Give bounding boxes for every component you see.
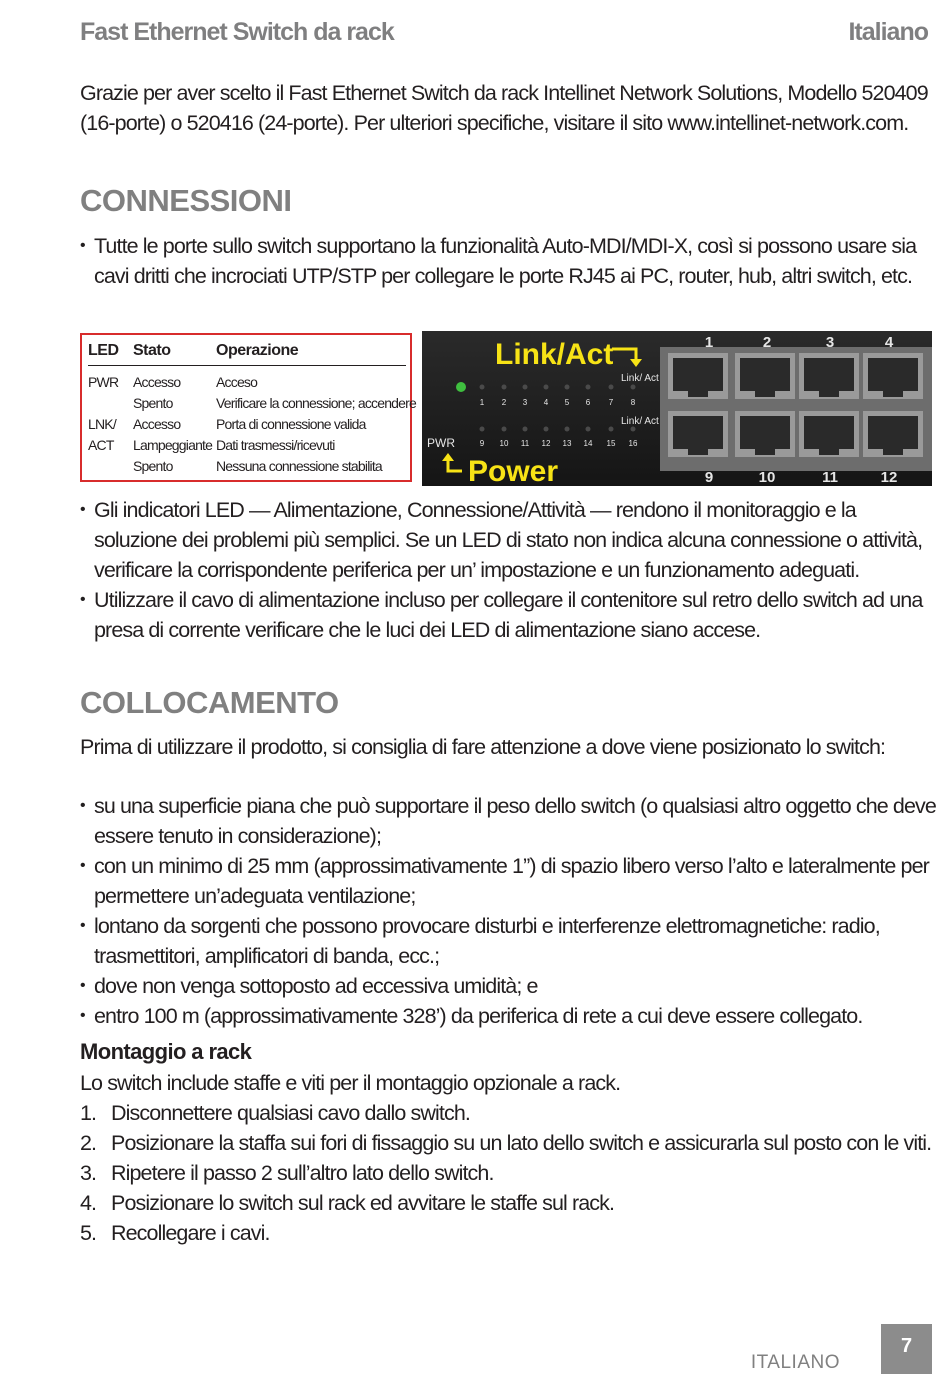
list-item [80,1128,940,1158]
step-number: 4. [80,1191,97,1215]
step-number: 2. [80,1131,97,1155]
led-number-label: 5 [564,398,570,407]
led-number-label: 14 [583,439,593,448]
rj45-port-opening [673,358,723,391]
rj45-port-tab [755,449,775,455]
footer-language: ITALIANO [750,1352,840,1373]
led-status-table [80,333,417,482]
status-led [544,427,549,432]
rj45-port-opening [868,358,918,391]
header-language: Italiano [848,18,928,46]
status-led [480,385,485,390]
port-number-label: 4 [884,334,894,351]
led-number-label: 12 [541,439,551,448]
montaggio-intro: Lo switch include staffe e viti per il montaggio opzionale a rack. [80,1071,621,1095]
table-cell-stato: Accesso [133,416,181,432]
header-divider [88,365,406,366]
collocamento-intro: Prima di utilizzare il prodotto, si consiglia di fare attenzione a dove viene posizionato lo switch: [80,735,886,759]
list-item: • Utilizzare il cavo di alimentazione incluso per collegare il contenitore sul retro dello switch ad una presa di corrente verificare che le luci dei LED di alimentazione siano accese. [80,585,940,645]
port-link-act-label: Link/ Act [621,373,659,384]
status-led [565,427,570,432]
switch-front-panel-photo [422,331,932,486]
step-number: 1. [80,1101,97,1125]
led-number-label: 7 [608,398,614,407]
list-item [80,1188,940,1218]
led-number-label: 15 [606,439,616,448]
list-item: • su una superficie piana che può supportare il peso dello switch (o qualsiasi altro oggetto che deve essere tenuto in considerazione); [80,791,940,851]
rj45-port-opening [804,416,854,449]
intro-paragraph: Grazie per aver scelto il Fast Ethernet Switch da rack Intellinet Network Solutions, Modello 520409 (16-porte) o 520416 (24-porte). Per ulteriori specifiche, visitare il sito www.intellinet-network.com. [80,81,928,135]
table-cell-operazione: Nessuna connessione stabilita [216,458,382,474]
list-item: • con un minimo di 25 mm (approssimativamente 1”) di spazio libero verso l’alto e lateralmente per permettere un’adeguata ventilazione; [80,851,940,911]
table-cell-led: LNK/ [88,416,116,432]
status-led [502,385,507,390]
table-cell-led: ACT [88,437,114,453]
montaggio-steps [80,1098,940,1248]
led-number-label: 9 [479,439,485,448]
led-number-label: 13 [562,439,572,448]
port-number-label: 12 [880,469,898,486]
connessioni-list-1 [80,231,940,291]
connessioni-heading: CONNESSIONI [80,183,292,218]
table-cell-operazione: Porta di connessione valida [216,416,366,432]
status-led [523,385,528,390]
led-number-label: 4 [543,398,549,407]
status-led [523,427,528,432]
column-header-stato: Stato [133,342,171,359]
port-number-label: 11 [822,469,838,486]
rj45-port-tab [688,449,708,455]
table-cell-stato: Spento [133,395,173,411]
step-text: Recollegare i cavi. [111,1221,270,1245]
table-cell-stato: Accesso [133,374,181,390]
led-number-label: 1 [479,398,485,407]
rj45-port-tab [688,391,708,397]
list-item: • Gli indicatori LED — Alimentazione, Connessione/Attività — rendono il monitoraggio e la soluzione dei problemi più semplici. Se un LED di stato non indica alcuna connessione o attività, verificare la corrispondente periferica per un’ impostazione e un funzionamento adeguati. [80,495,940,585]
rj45-port-opening [673,416,723,449]
list-item: • entro 100 m (approssimativamente 328’) da periferica di rete a cui deve essere collegato. [80,1001,940,1031]
power-label: Power [468,455,559,486]
port-number-label: 9 [704,469,714,486]
step-text: Posizionare la staffa sui fori di fissaggio su un lato dello switch e assicurarla sul posto con le viti. [111,1131,932,1155]
column-header-led: LED [88,342,119,359]
table-cell-stato: Spento [133,458,173,474]
table-cell-operazione: Verificare la connessione; accendere [216,395,417,411]
status-led [586,385,591,390]
pwr-label: PWR [427,436,455,450]
header-title: Fast Ethernet Switch da rack [80,18,394,46]
page-number: 7 [881,1324,932,1374]
status-led [565,385,570,390]
collocamento-list [80,791,940,1031]
port-link-act-label: Link/ Act [621,416,659,427]
status-led [586,427,591,432]
led-number-label: 8 [630,398,636,407]
table-cell-operazione: Acceso [216,374,258,390]
link-act-label: Link/Act [495,338,614,371]
table-cell-led: PWR [88,374,119,390]
rj45-port-opening [868,416,918,449]
port-number-label: 3 [825,334,835,351]
connessioni-list-2 [80,495,940,645]
rj45-port-tab [883,449,903,455]
rj45-port-opening [740,358,790,391]
step-text: Ripetere il passo 2 sull’altro lato dello switch. [111,1161,494,1185]
list-item [80,1218,940,1248]
status-led [631,427,636,432]
led-number-label: 16 [628,439,638,448]
pwr-led [456,382,466,392]
list-item: • lontano da sorgenti che possono provocare disturbi e interferenze elettromagnetiche: radio, trasmettitori, amplificatori di banda, ecc.; [80,911,940,971]
column-header-operazione: Operazione [216,342,299,359]
port-number-label: 2 [762,334,772,351]
rj45-port-tab [883,391,903,397]
rj45-port-tab [819,449,839,455]
step-text: Posizionare lo switch sul rack ed avvitare le staffe sul rack. [111,1191,615,1215]
list-item: • Tutte le porte sullo switch supportano la funzionalità Auto-MDI/MDI-X, così si possono usare sia cavi dritti che incrociati UTP/STP per collegare le porte RJ45 ai PC, router, hub, altri switch, etc. [80,231,940,291]
montaggio-heading: Montaggio a rack [80,1039,252,1064]
collocamento-heading: COLLOCAMENTO [80,685,339,720]
led-number-label: 11 [520,439,530,448]
list-item [80,1098,940,1128]
status-led [502,427,507,432]
port-number-label: 10 [758,469,776,486]
step-text: Disconnettere qualsiasi cavo dallo switch. [111,1101,470,1125]
list-item: • dove non venga sottoposto ad eccessiva umidità; e [80,971,940,1001]
status-led [631,385,636,390]
led-number-label: 10 [499,439,509,448]
led-number-label: 2 [501,398,507,407]
list-item [80,1158,940,1188]
rj45-port-opening [740,416,790,449]
rj45-port-tab [755,391,775,397]
step-number: 5. [80,1221,97,1245]
status-led [609,385,614,390]
led-number-label: 3 [522,398,528,407]
led-number-label: 6 [585,398,591,407]
step-number: 3. [80,1161,97,1185]
rj45-port-opening [804,358,854,391]
table-cell-stato: Lampeggiante [133,437,213,453]
port-number-label: 1 [704,334,714,351]
status-led [609,427,614,432]
status-led [480,427,485,432]
rj45-port-tab [819,391,839,397]
table-cell-operazione: Dati trasmessi/ricevuti [216,437,335,453]
status-led [544,385,549,390]
